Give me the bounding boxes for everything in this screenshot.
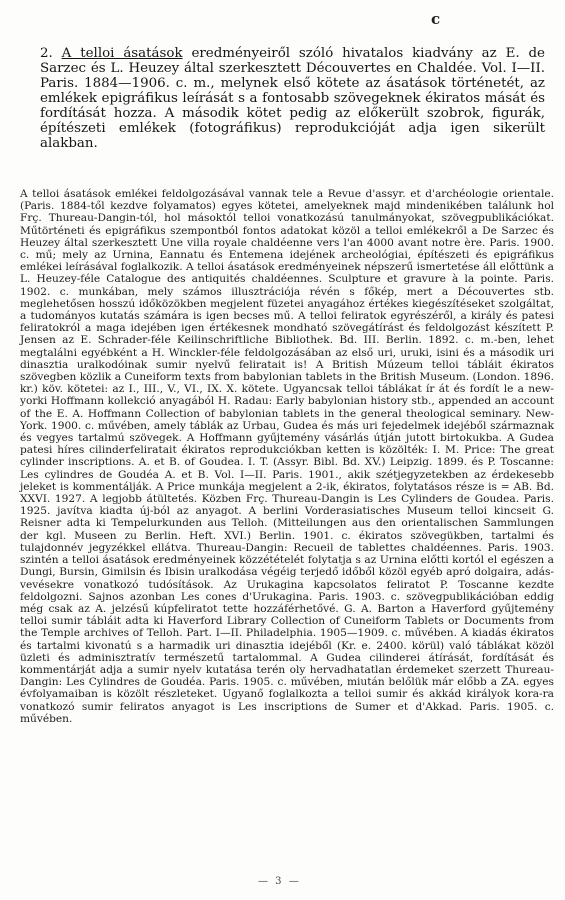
body-paragraph: A telloi ásatások emlékei feldolgozásával vannak tele a Revue d'assyr. et d'archéologie orientale. (Paris. 1884-től kezdve folyamatos) egyes kötetei, amelyeknek majd mindenikében találunk hol Frç. Thureau-Dangin-tól, hol másoktól telloi vonatkozású tanulmányokat, szövegpublikációkat. Műtörténeti és epigráfikus szempontból fontos adatokat közöl a telloi emlékekről a De Sarzec és Heuzey által szerkesztett Une villa royale chaldéenne vers l'an 4000 avant notre ère. Paris. 1900. c. mű; mely az Urnina, Eannatu és Entemena idejének archeológiai, építészeti és epigráfikus emlékei leírásával foglalkozik. A telloi ásatások eredményeinek népszerű ismertetése áll előttünk a L. Heuzey-féle Catalogue des antiquités chaldéennes. Sculpture et gravure à la pointe. Paris. 1902. c. munkában, mely számos illusztrációja révén s főkép, mert a Découvertes stb. meglehetősen hosszú időközökben megjelent füzetei anyagához értékes kiegészítéseket szolgáltat, a tudományos kutatás számára is igen becses mű. A telloi feliratok egyrészéről, a király és patesi feliratokról a maga idejében igen értékesnek mondható szövegátírást és feldolgozást készített P. Jensen az E. Schrader-féle Keilinschriftliche Bibliothek. Bd. III. Berlin. 1892. c. m.-ben, lehet megtalálni egyébként a H. Winckler-féle feldolgozásában az első uri, uruki, isini és a második uri dinasztia uralkodóinak sumir nyelvű feliratait is! A British Múzeum telloi tábláit ékiratos szövegben közlik a Cuneiform texts from babylonian tablets in the British Museum. (London. 1896. kr.) köv. kötetei: az I., III., V., VI., IX. X. kötete. Ugyancsak telloi táblákat ír át és fordít le a new-yorki Hoffmann kollekció anyagából H. Radau: Early babylonian history stb., appended an account of the E. A. Hoffmann Collection of babylonian tablets in the general theological seminary. New-York. 1900. c. művében, amely táblák az Urbau, Gudea és más uri fejedelmek idejéből származnak és vegyes tartalmú szövegek. A Hoffmann gyűjtemény vásárlás útján jutott birtokukba. A Gudea patesi híres cilinderfeliratait ékiratos reprodukciókban ketten is közölték: I. M. Price: The great cylinder inscriptions. A. et B. of Goudea. I. T. (Assyr. Bibl. Bd. XV.) Leipzig. 1899. és P. Toscanne: Les cylindres de Goudéa A. et B. Vol. I—II. Paris. 1901., akik szétjegyzetekben az érdekesebb jeleket is kommentálják. A Price munkája megjelent a 2-ik, ékiratos, folytatásos része is = AB. Bd. XXVI. 1927. A legjobb átültetés. Közben Frç. Thureau-Dangin is Les Cylinders de Goudea. Paris. 1925. javítva kiadta új-ból az anyagot. A berlini Vorderasiatisches Museum telloi kincseit G. Reisner adta ki Tempelurkunden aus Telloh. (Mitteilungen aus den orientalischen Sammlungen der kgl. Museen zu Berlin. Heft. XVI.) Berlin. 1901. c. ékiratos szövegükben, tartalmi és tulajdonnév jegyzékkel ellátva. Thureau-Dangin: Recueil de tablettes chaldéennes. Paris. 1903. szintén a telloi ásatások eredményeinek közzétételét folytatja s az Urnina előtti kortól el egészen a Dungi, Bursin, Gimilsin és Ibisin uralkodása végéig terjedő időből közöl egyéb apró dolgaira, adás-vevésekre vonatkozó tudósítások. Az Urukagina kapcsolatos feliratot P. Toscanne kezdte feldolgozni. Sajnos azonban Les cones d'Urukagina. Paris. 1903. c. szövegpublikációban eddig még csak az A. jelzésű kúpfeliratot tette hozzáférhetővé. G. A. Barton a Haverford gyűjtemény telloi sumir tábláit adta ki Haverford Library Collection of Cuneiform Tablets or Documents from the Temple archives of Telloh. Part. I—II. Philadelphia. 1905—1909. c. művében. A kiadás ékiratos és tartalmi kivonatú s a harmadik uri dinasztia idejéből (Kr. e. 2400. körül) való táblákat közöl üzleti és adminisztratív természetű tartalommal. A Gudea cilinderei átírását, fordítását és kommentárját adja a sumir nyelv kutatása terén oly hervadhatatlan érdemeket szerzett Thureau-Dangin: Les Cylindres de Goudéa. Paris. 1905. c. művében, miután belőlük már előbb a ZA. egyes évfolyamaiban is közölt részleteket. Ugyanő foglalkozta a telloi sumir és akkád királyok kora-ra vonatkozó sumir feliratos anyagot is Les inscriptions de Sumer et d'Akkad. Paris. 1905. c. művében. (20, 188, 554, 725)
top-margin-mark: c (431, 10, 441, 28)
section-heading (40, 46, 545, 151)
page-number: — 3 — (258, 876, 301, 887)
section-number: 2. (40, 46, 53, 61)
section-title: A telloi ásatások (61, 46, 183, 61)
section-heading-text: eredményeiről szóló hivatalos kiadvány az E. de Sarzec és L. Heuzey által szerkesztett Découvertes en Chaldée. Vol. I—II. Paris. 1884—1906. c. m., melynek első kötete az ásatások történetét, az emlékek epigráfikus leírását s a fontosabb szövegeknek ékiratos mását és fordítását hozza. A második kötet pedig az előkerült szobrok, figurák, építészeti emlékek (fotográfikus) reprodukcióját adja igen sikerült alakban. (40, 46, 545, 151)
